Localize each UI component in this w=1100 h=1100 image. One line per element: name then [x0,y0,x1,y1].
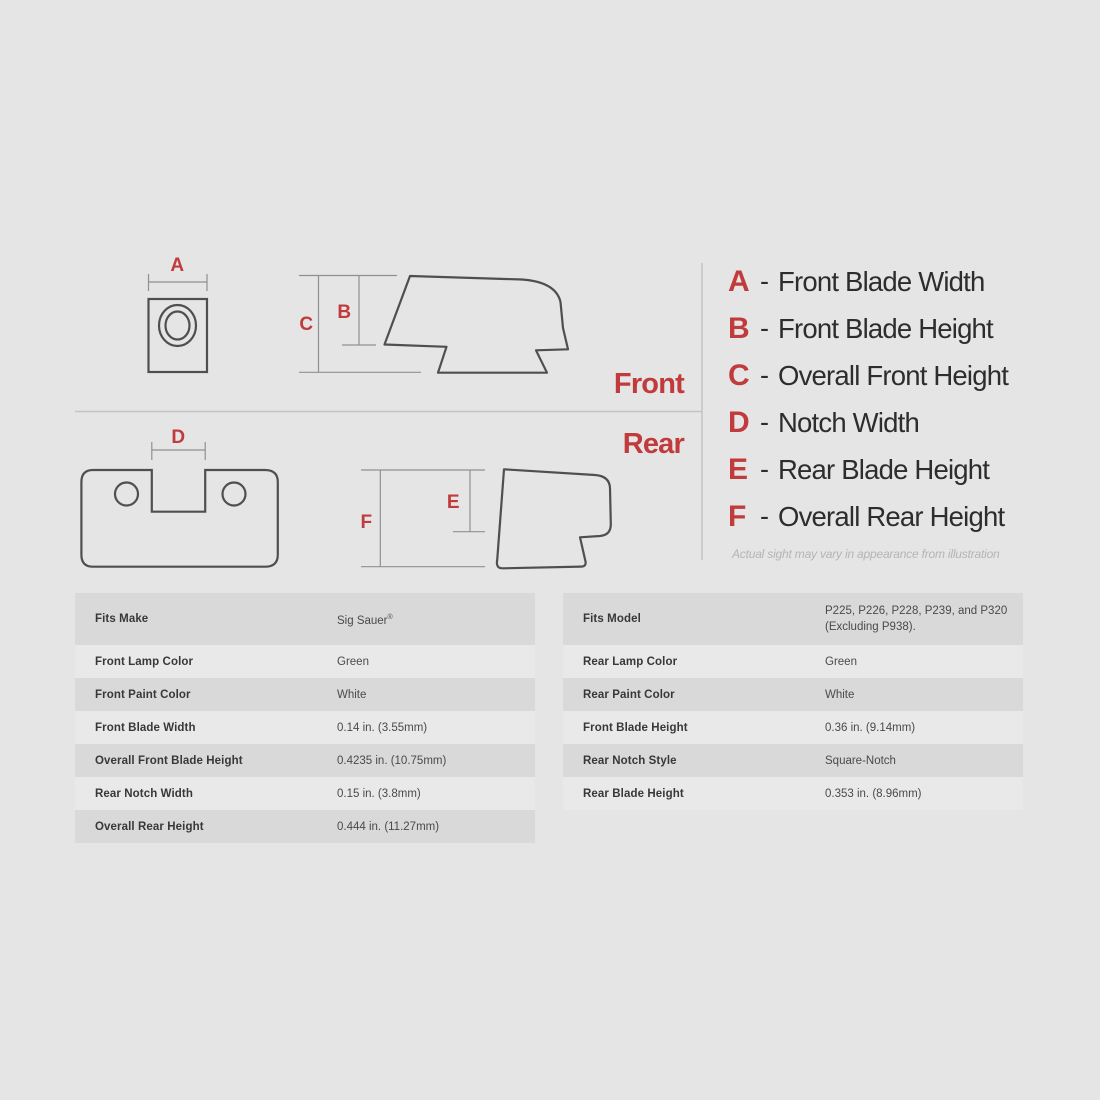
legend-separator: - [760,360,769,390]
legend-separator: - [760,501,769,531]
spec-table-left [75,593,535,843]
spec-value: 0.444 in. (11.27mm) [337,820,440,833]
spec-label: Fits Model [583,613,641,625]
rear-lamp-rings [115,483,246,506]
legend-separator: - [760,313,769,343]
spec-label: Fits Make [95,613,149,625]
rear-sight-front-view [81,470,277,567]
legend-item-f [728,493,1008,540]
legend-label: Rear Blade Height [778,453,990,485]
dim-letter-b: B [337,302,351,323]
spec-label: Rear Notch Style [583,754,677,767]
disclaimer-text: Actual sight may vary in appearance from illustration [732,547,1000,561]
spec-row-front-blade-height [563,711,1023,744]
spec-row-rear-blade-height [563,777,1023,810]
spec-row-overall-rear-height [75,810,535,843]
legend-letter: D [728,405,749,439]
spec-value: 0.14 in. (3.55mm) [337,721,428,734]
rear-view-label: Rear [622,428,684,460]
spec-value: P225, P226, P228, P239, and P320 (Excluding P938). [825,605,1008,633]
legend-label: Overall Rear Height [778,500,1005,532]
registered-mark: ® [387,613,393,621]
spec-label: Overall Front Blade Height [95,754,243,767]
legend-item-c [728,352,1008,399]
front-sight-front-view [149,299,208,372]
spec-row-front-lamp-color [75,645,535,678]
rear-sight-profile [497,469,611,568]
dim-c-b-lines [299,276,421,373]
spec-label: Front Lamp Color [95,655,194,668]
dim-letter-f: F [360,512,372,533]
dim-f-e-lines [361,470,485,567]
front-lamp-inner-ring [166,312,190,340]
dim-letter-a: A [170,255,184,276]
spec-table-right [563,593,1023,810]
legend-item-b [728,305,1008,352]
spec-row-rear-notch-style [563,744,1023,777]
spec-row-fits-model [563,593,1023,645]
legend-letter: E [728,452,748,486]
legend-item-a [728,258,1008,305]
legend-item-e [728,446,1008,493]
dimension-legend [728,258,1008,540]
spec-row-rear-lamp-color [563,645,1023,678]
spec-value: 0.353 in. (8.96mm) [825,787,922,800]
legend-label: Front Blade Height [778,312,993,344]
spec-label: Front Blade Width [95,721,196,734]
spec-value: Green [337,655,369,668]
spec-row-rear-notch-width [75,777,535,810]
rear-lamp-right [223,483,246,506]
legend-letter: B [728,311,749,345]
spec-value: White [825,688,855,701]
spec-row-overall-front-blade-height [75,744,535,777]
legend-label: Notch Width [778,406,919,438]
spec-label: Front Blade Height [583,721,688,734]
dim-a-lines [149,274,208,291]
spec-label: Rear Blade Height [583,787,684,800]
spec-value: 0.15 in. (3.8mm) [337,787,421,800]
spec-value: 0.4235 in. (10.75mm) [337,754,447,767]
spec-label: Rear Paint Color [583,688,675,701]
spec-value: Sig Sauer® [337,613,393,627]
front-sight-profile [385,276,569,373]
dim-letter-e: E [446,492,460,513]
spec-row-front-blade-width [75,711,535,744]
dim-letter-d: D [171,427,185,448]
legend-separator: - [760,266,769,296]
legend-letter: F [728,499,746,533]
spec-row-fits-make [75,593,535,645]
spec-label: Overall Rear Height [95,820,204,833]
spec-row-front-paint-color [75,678,535,711]
dim-letter-c: C [299,314,313,335]
spec-label: Rear Notch Width [95,787,193,800]
spec-row-rear-paint-color [563,678,1023,711]
rear-lamp-left [115,483,138,506]
spec-value: Square-Notch [825,754,896,767]
front-view-label: Front [613,368,684,400]
spec-value: White [337,688,367,701]
legend-item-d [728,399,1008,446]
spec-label: Front Paint Color [95,688,191,701]
spec-label: Rear Lamp Color [583,655,678,668]
legend-letter: A [728,264,749,298]
legend-separator: - [760,454,769,484]
spec-value: 0.36 in. (9.14mm) [825,721,916,734]
legend-separator: - [760,407,769,437]
legend-label: Front Blade Width [778,265,985,297]
legend-label: Overall Front Height [778,359,1009,391]
legend-letter: C [728,358,749,392]
spec-value: Green [825,655,857,668]
